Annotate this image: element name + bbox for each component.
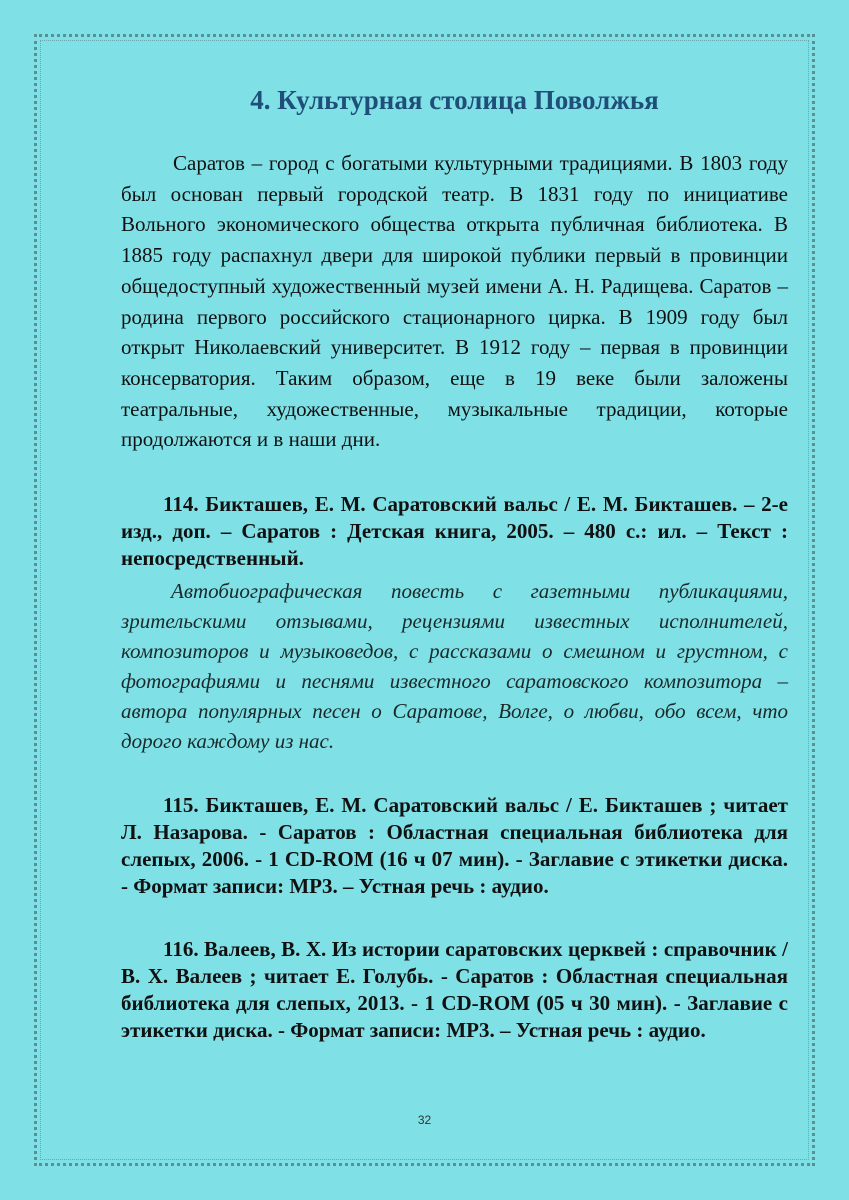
entry-annotation: Автобиографическая повесть с газетными публикациями, зрительскими отзывами, рецензиями известных исполнителей, композиторов и музыковедов, с рассказами о смешном и грустном, с фотографиями и песнями известного саратовского композитора – автора популярных песен о Саратове, Волге, о любви, обо всем, что дорого каждому из нас. bbox=[121, 579, 788, 754]
entry-citation: 116. Валеев, В. Х. Из истории саратовских церквей : справочник / В. Х. Валеев ; читает Е. Голубь. - Саратов : Областная специальная библиотека для слепых, 2013. - 1 CD-ROM (05 ч 30 мин). - Заглавие с этикетки диска. - Формат записи: MP3. – Устная речь : аудио. bbox=[121, 937, 788, 1043]
bibliography-entry-114 bbox=[121, 491, 788, 756]
section-heading: 4. Культурная столица Поволжья bbox=[250, 85, 659, 115]
bibliography-entry-115 bbox=[121, 792, 788, 900]
page-content bbox=[121, 80, 788, 1044]
page-number: 32 bbox=[417, 1113, 432, 1127]
bibliography-entry-116 bbox=[121, 936, 788, 1044]
intro-paragraph: Саратов – город с богатыми культурными традициями. В 1803 году был основан первый городской театр. В 1831 году по инициативе Вольного экономического общества открыта публичная библиотека. В 1885 году распахнул двери для широкой публики первый в провинции общедоступный художественный музей имени А. Н. Радищева. Саратов – родина первого российского стационарного цирка. В 1909 году был открыт Николаевский университет. В 1912 году – первая в провинции консерватория. Таким образом, еще в 19 веке были заложены театральные, художественные, музыкальные традиции, которые продолжаются и в наши дни. bbox=[121, 151, 788, 452]
entry-citation: 114. Бикташев, Е. М. Саратовский вальс / Е. М. Бикташев. – 2-е изд., доп. – Саратов : Детская книга, 2005. – 480 с.: ил. – Текст : непосредственный. bbox=[121, 492, 788, 571]
entry-citation: 115. Бикташев, Е. М. Саратовский вальс / Е. Бикташев ; читает Л. Назарова. - Саратов : Областная специальная библиотека для слепых, 2006. - 1 CD-ROM (16 ч 07 мин). - Заглавие с этикетки диска. - Формат записи: MP3. – Устная речь : аудио. bbox=[121, 793, 788, 899]
